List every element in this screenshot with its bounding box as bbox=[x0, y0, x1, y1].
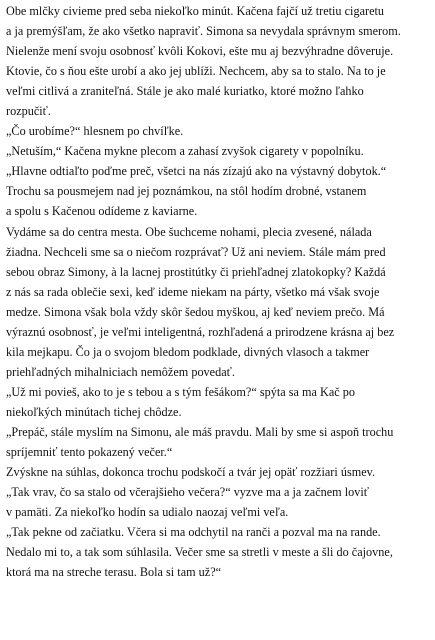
text-line: niekoľkých minútach tichej chôdze. bbox=[6, 404, 182, 419]
text-line: Trochu sa pousmejem nad jej poznámkou, na stôl hodím drobné, vstanem bbox=[6, 184, 367, 199]
text-line: a spolu s Kačenou odídeme z kaviarne. bbox=[6, 204, 198, 219]
text-line: sebou obraz Simony, à la lacnej prostitútky či priehľadnej zlatokopky? Každá bbox=[6, 264, 386, 279]
text-line: ktorá ma na streche terasu. Bola si tam už?“ bbox=[6, 565, 222, 580]
text-line: kila mejkapu. Čo ja o svojom bledom podklade, divných vlasoch a takmer bbox=[6, 344, 370, 359]
text-line: z nás sa rada oblečie sexi, keď ideme niekam na párty, všetko má však svoje bbox=[6, 284, 380, 299]
text-line: „Už mi povieš, ako to je s tebou a s tým fešákom?“ spýta sa ma Kač po bbox=[6, 384, 355, 399]
text-line: veľmi citlivá a zraniteľná. Stále je ako malé kuriatko, ktoré možno ľahko bbox=[6, 84, 364, 99]
text-line: medze. Simona však bola vždy skôr šedou myškou, aj keď neviem prečo. Má bbox=[6, 304, 385, 319]
text-line: Obe mlčky civieme pred seba niekoľko minút. Kačena fajčí už tretiu cigaretu bbox=[6, 4, 385, 18]
text-line: Vydáme sa do centra mesta. Obe šuchceme nohami, plecia zvesené, nálada bbox=[6, 224, 372, 239]
text-line: Nielenže mení svoju osobnosť kvôli Kokovi, ešte mu aj bezvýhradne dôveruje. bbox=[6, 44, 394, 59]
text-line: spríjemniť tento pokazený večer.“ bbox=[6, 445, 173, 460]
text-line: v pamäti. Za niekoľko hodín sa udialo naozaj veľmi veľa. bbox=[6, 505, 289, 520]
text-line: „Tak pekne od začiatku. Včera si ma odchytil na ranči a pozval ma na rande. bbox=[6, 525, 381, 540]
text-line: žiadna. Nechceli sme sa o niečom rozprávať? Už ani neviem. Stále mám pred bbox=[6, 244, 386, 259]
text-line: výraznú osobnosť, je veľmi inteligentná, rozhľadená a prirodzene krásna aj bez bbox=[6, 324, 395, 339]
text-line: Ktovie, čo s ňou ešte urobí a ako jej ublíži. Nechcem, aby sa to stalo. Na to je bbox=[6, 64, 386, 79]
text-line: Zvýskne na súhlas, dokonca trochu podskočí a tvár jej opäť rozžiari úsmev. bbox=[6, 465, 376, 480]
text-line: „Netuším,“ Kačena mykne plecom a zahasí zvyšok cigarety v popolníku. bbox=[6, 144, 364, 159]
text-line: Nedalo mi to, a tak som súhlasila. Večer sme sa stretli v meste a šli do čajovne, bbox=[6, 545, 393, 560]
text-line: „Hlavne odtiaľto poďme preč, všetci na nás zízajú ako na výstavný dobytok.“ bbox=[6, 164, 387, 179]
text-line: rozpučiť. bbox=[6, 104, 51, 119]
text-line: a ja premýšľam, že ako všetko napraviť. Simona sa nevydala správnym smerom. bbox=[6, 24, 401, 39]
text-line: „Prepáč, stále myslím na Simonu, ale máš pravdu. Mali by sme si aspoň trochu bbox=[6, 424, 394, 439]
text-line: „Čo urobíme?“ hlesnem po chvíľke. bbox=[6, 124, 184, 139]
text-line: priehľadných mihalniciach nemôžem povedať. bbox=[6, 364, 235, 379]
text-line: „Tak vrav, čo sa stalo od včerajšieho večera?“ vyzve ma a ja začnem loviť bbox=[6, 485, 370, 500]
